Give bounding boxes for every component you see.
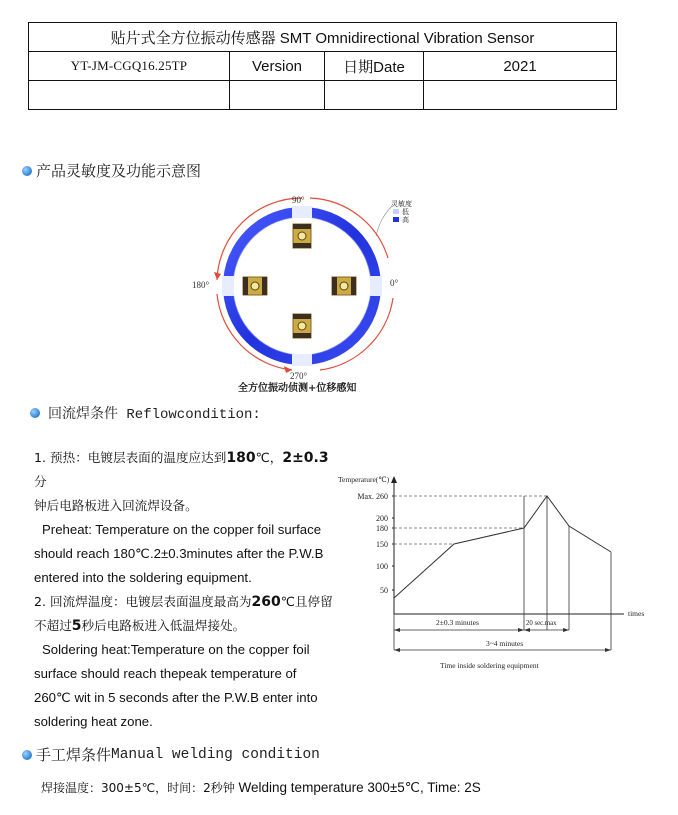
y-tick-label: 100 [376, 562, 388, 571]
sensor-bottom [293, 314, 311, 338]
bullet-icon [22, 166, 32, 176]
temperature-profile [394, 496, 611, 598]
legend-high-swatch [393, 217, 399, 222]
low-zone [292, 206, 312, 218]
sensitivity-diagram [180, 188, 440, 398]
angle-270: 270° [290, 371, 308, 381]
segment-label-peak: 20 sec.max [526, 620, 557, 627]
empty-cell [424, 81, 617, 110]
low-zone [370, 276, 382, 296]
angle-0: 0° [390, 278, 399, 288]
version-label: Version [230, 52, 325, 81]
y-tick-label: 180 [376, 524, 388, 533]
preheat-cn: 1. 预热：电镀层表面的温度应达到180℃，2±0.3分 钟后电路板进入回流焊设备。 [34, 450, 329, 513]
y-tick-label: Max. 260 [357, 492, 388, 501]
reflow-chart [336, 470, 656, 680]
y-tick-label: 50 [380, 586, 388, 595]
empty-cell [230, 81, 325, 110]
legend-high: 高 [402, 216, 409, 224]
date-label: 日期Date [325, 52, 424, 81]
angle-90: 90° [292, 195, 305, 205]
empty-cell [325, 81, 424, 110]
sensor-right [332, 277, 356, 295]
soldering-heat-cn: 2. 回流焊温度：电镀层表面温度最高为260℃且停留 不超过5秒后电路板进入低温焊接处。 [34, 594, 333, 634]
header-table [28, 22, 617, 110]
manual-condition-text: 焊接温度：300±5℃，时间：2秒钟 Welding temperature 300±5℃, Time: 2S [41, 780, 481, 795]
y-tick-label: 200 [376, 514, 388, 523]
arrow-head [605, 648, 611, 652]
arrow-head [394, 628, 400, 632]
low-zone [292, 354, 312, 366]
angle-180: 180° [192, 280, 210, 290]
model-number: YT-JM-CGQ16.25TP [29, 52, 230, 81]
chart-ylabel: Temperature(℃) [338, 475, 390, 484]
legend-pointer [376, 206, 392, 236]
y-tick-label: 150 [376, 540, 388, 549]
diagram-caption: 全方位振动侦测+位移感知 [238, 383, 357, 394]
year-value: 2021 [424, 52, 617, 81]
arrow-head [394, 648, 400, 652]
arrow-head [214, 272, 221, 280]
reflow-section-title: 回流焊条件 Reflowcondition: [30, 403, 261, 423]
y-axis-arrow [391, 476, 397, 483]
bullet-icon [30, 408, 40, 418]
arrow-head [524, 628, 530, 632]
bullet-icon [22, 750, 32, 760]
segment-label-preheat: 2±0.3 minutes [436, 618, 479, 627]
manual-section-title: 手工焊条件 Manual welding condition [22, 744, 320, 765]
sensitivity-section-title: 产品灵敏度及功能示意图 [22, 160, 201, 181]
chart-xlabel: times [628, 609, 645, 618]
arrow-head [518, 628, 524, 632]
sensor-left [243, 277, 267, 295]
chart-caption: Time inside soldering equipment [440, 661, 539, 670]
segment-label-total: 3~4 minutes [486, 639, 524, 648]
legend-title: 灵敏度 [391, 200, 412, 208]
empty-cell [29, 81, 230, 110]
sensor-top [293, 224, 311, 248]
low-zone [222, 276, 234, 296]
legend-low: 低 [402, 208, 409, 216]
preheat-paragraph [34, 446, 334, 734]
y-tick-group [357, 492, 394, 595]
arrow-head [563, 628, 569, 632]
preheat-en: Preheat: Temperature on the copper foil surface should reach 180℃.2±0.3minutes after the P.W.B entered into the soldering equipment. [34, 522, 324, 585]
legend-low-swatch [393, 209, 399, 214]
soldering-heat-en: Soldering heat:Temperature on the copper foil surface should reach thepeak temperature of 260℃ wit in 5 seconds after the P.W.B enter into soldering heat zone. [34, 642, 318, 729]
document-title: 贴片式全方位振动传感器 SMT Omnidirectional Vibration Sensor [29, 23, 617, 52]
